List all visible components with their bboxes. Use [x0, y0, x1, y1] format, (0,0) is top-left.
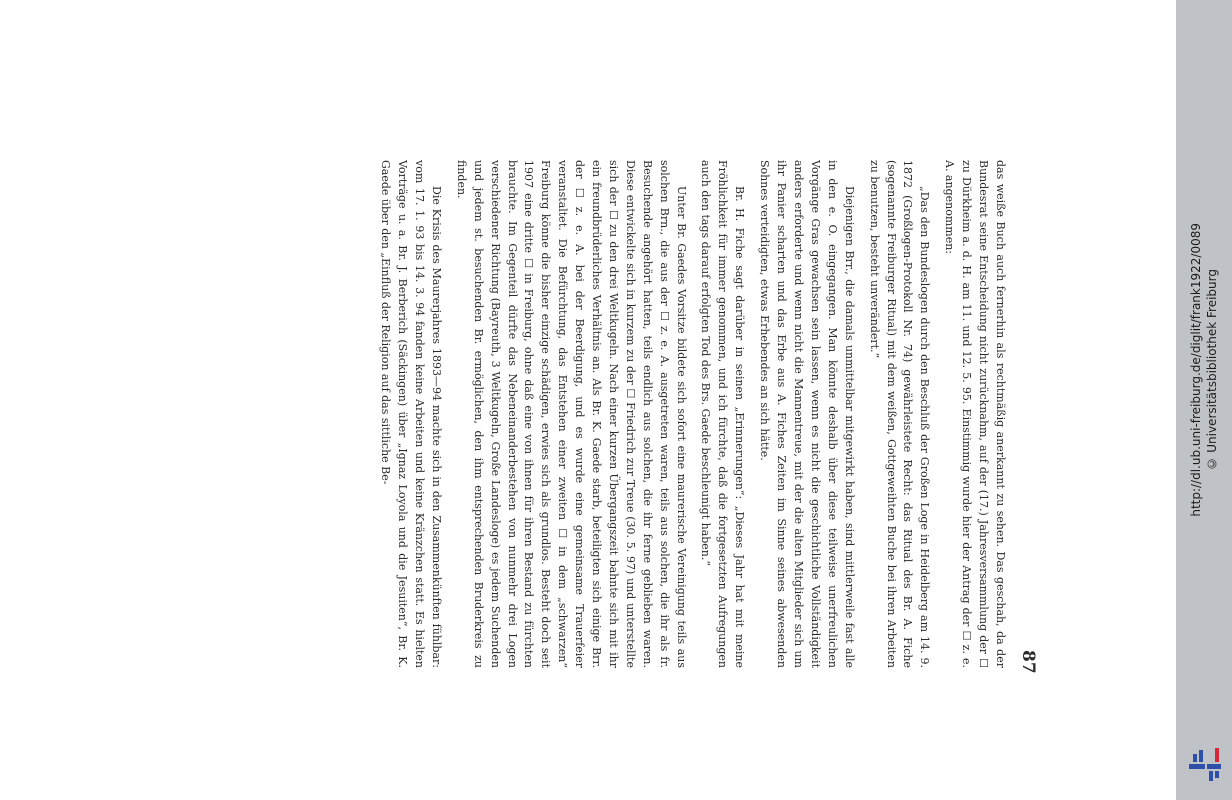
sidebar-text	[1176, 0, 1232, 740]
quote-paragraph: „Das den Bundeslogen durch den Beschluß der Großen Loge in Heidelberg am 14. 9. 1872 (Großlogen-Protokoll Nr. 74) gewährleistete Recht: das Ritual des Br. A. Fiche (sogenannte Freiburger Ritual) mit dem weißen, Gottgeweihten Buche bei ihren Arbeiten zu benutzen, besteht unverändert.“	[867, 160, 932, 668]
viewer-sidebar	[1176, 0, 1232, 800]
paragraph: Unter Br. Gaedes Vorsitze bildete sich sofort eine maurerische Vereinigung teils aus solchen Brn., die aus der ☐ z. e. A. ausgetreten waren, teils aus solchen, die ihr als fr. Besuchende angehört hatten, teils endlich aus solchen, die ihr ferne geblieben waren. Diese entwickelte sich in kurzem zu der ☐ Friedrich zur Treue (30. 5. 97) und unterstellte sich der ☐ zu den drei Weltkugeln. Nach einer kurzen Übergangszeit bahnte sich mit ihr ein freundbrüderliches Verhältnis an. Als Br. K. Gaede starb, beteiligten sich einige Brr. der ☐ z. e. A. bei der Beerdigung, und es wurde eine gemeinsame Trauerfeier veranstaltet. Die Befürchtung, das Entstehen einer zweiten ☐ in dem „schwarzen“ Freiburg könne die bisher einzige schädigen, erwies sich als grundlos. Besteht doch seit 1907 eine dritte ☐ in Freiburg, ohne daß eine von ihnen für ihren Bestand zu fürchten brauchte. Im Gegenteil dürfte das Nebeneinanderbestehen von nunmehr drei Logen verschiedener Richtung (Bayreuth, 3 Weltkugeln, Große Landesloge) es jedem Suchenden und jedem st. besuchenden Br. ermöglichen, den ihm entsprechenden Bruderkreis zu finden.	[454, 160, 688, 668]
copyright-notice: © Universitätsbibliothek Freiburg	[1205, 269, 1219, 471]
body-text	[0, 160, 1008, 668]
paragraph: Die Krisis des Maurerjahres 1893—94 machte sich in den Zusammenkünften fühlbar: vom 17. 1. 93 bis 14. 3. 94 fanden keine Arbeiten und keine Kränzchen statt. Es hielten Vorträge u. a. Br. J. Berberich (Säckingen) über „Ignaz Loyola und die Jesuiten“, Br. K. Gaede über den „Einfluß der Religion auf das sittliche Be-	[379, 160, 443, 668]
source-url[interactable]: http://dl.ub.uni-freiburg.de/diglit/frank1922/0089	[1189, 223, 1203, 517]
page-number: 87	[1018, 650, 1038, 674]
paragraph: Br. H. Fiche sagt darüber in seinen „Erinnerungen“: „Dieses Jahr hat mit meine Fröhlichkeit für immer genommen, und ich fürchte, daß die fortgesetzten Aufregungen auch den tags darauf erfolgten Tod des Brs. Gaede beschleunigt haben.“	[699, 160, 747, 668]
paragraph: Diejenigen Brr., die damals unmittelbar mitgewirkt haben, sind mittlerweile fast alle in den e. O. eingegangen. Man könnte deshalb über diese teilweise unerfreulichen Vorgänge Gras gewachsen sein lassen, wenn es nicht die geschichtliche Vollständigkeit anders erforderte und wenn nicht die Mannentreue, mit der die alten Mitglieder sich um ihr Panier scharten und das Erbe aus A. Fiches Zeiten im Sinne seines abwesenden Sohnes verteidigten, etwas Erhebendes an sich hätte.	[758, 160, 856, 668]
library-logo-icon	[1185, 744, 1225, 784]
paragraph: das weiße Buch auch fernerhin als rechtmäßig anerkannt zu sehen. Das geschah, da der Bundesrat seine Entscheidung nicht zurücknahm, auf der (17.) Jahresversammlung der ☐ zu Dürkheim a. d. H. am 11. und 12. 5. 95. Einstimmig wurde hier der Antrag der ☐ z. e. A. angenommen:	[943, 160, 1007, 668]
